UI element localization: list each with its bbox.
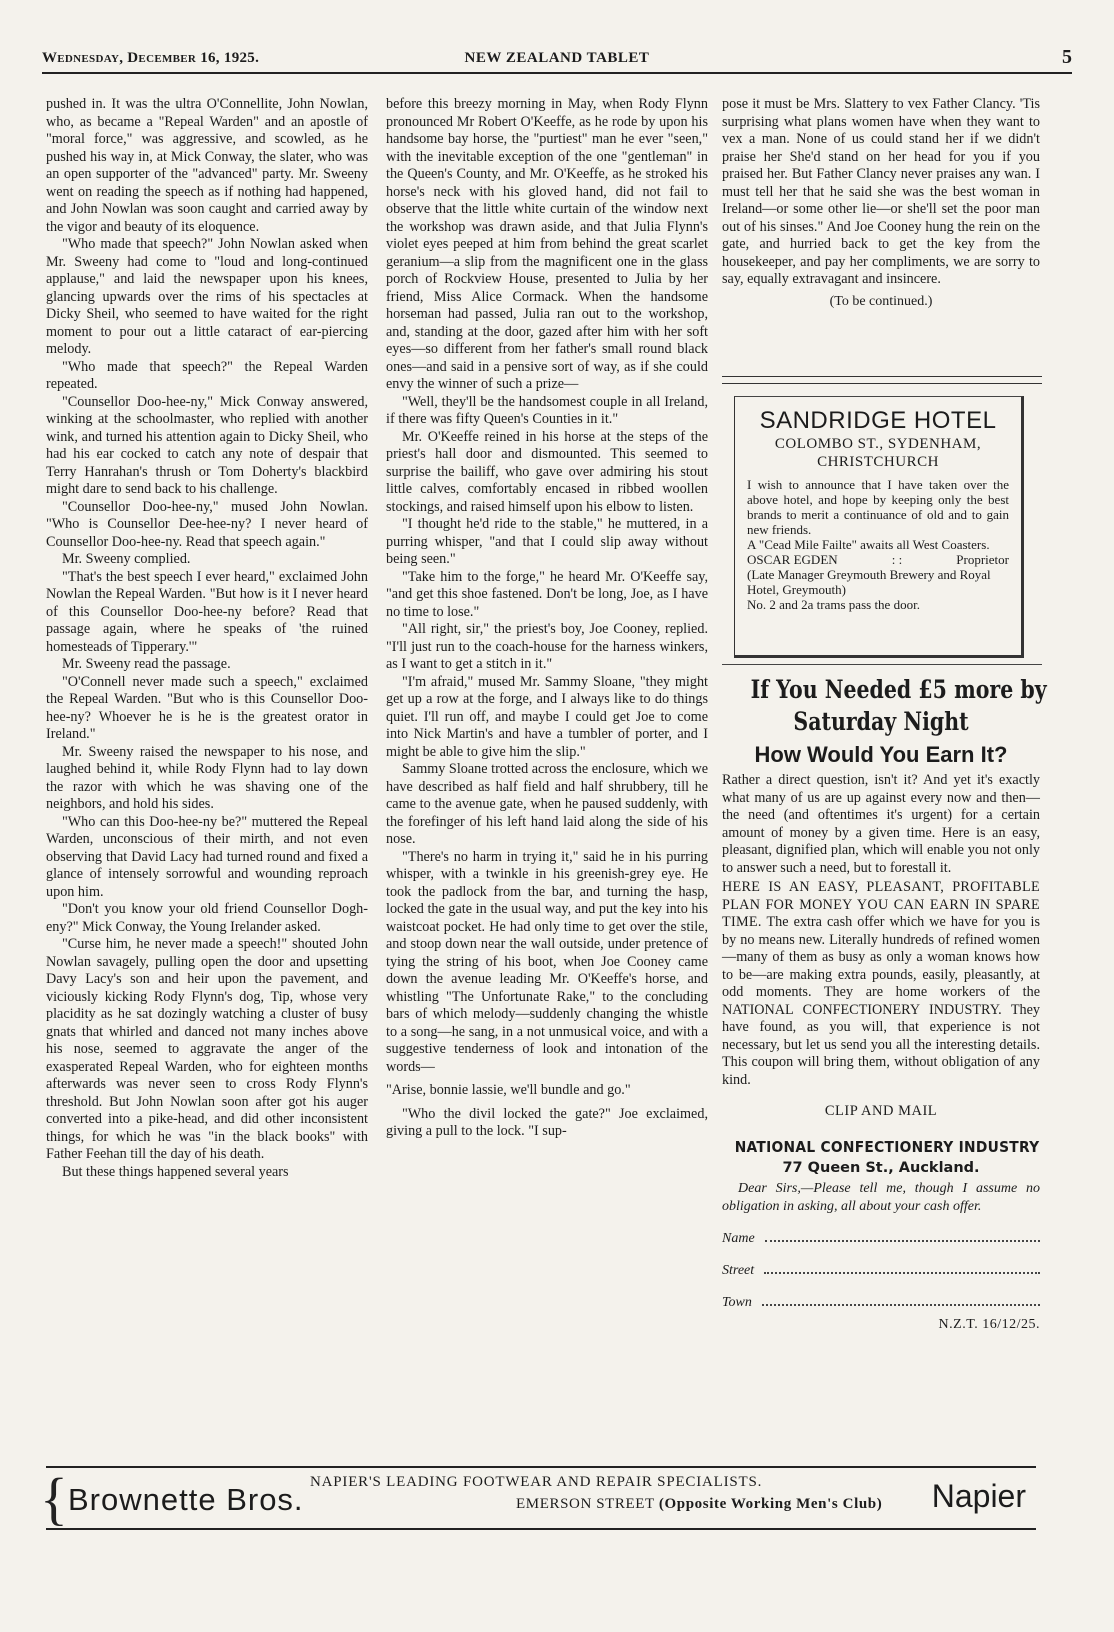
coupon-name-field bbox=[722, 1231, 1040, 1247]
header-rule bbox=[42, 72, 1072, 74]
coupon-name-label: Name bbox=[722, 1231, 755, 1246]
footer-tagline: NAPIER'S LEADING FOOTWEAR AND REPAIR SPECIALISTS. bbox=[310, 1474, 763, 1490]
proprietor-separator: : : bbox=[891, 552, 903, 567]
article-paragraph: before this breezy morning in May, when Rody Flynn pronounced Mr Robert O'Keeffe, as he rode by upon his handsome bay horse, the "purtiest" man he ever "seen," with the inevitable exception of the one "gentleman" in the Queen's County, and Mr. O'Keeffe, as he stroked his horse's neck with his gloved hand, did not fail to observe that the little white curtain of the window next the workshop was drawn aside, and that Julia Flynn's violet eyes peeped at him from behind the great scarlet geranium—a slip from the magnificent one in the glass porch of Rockview House, presented to Julia by her friend, Miss Alice Cormack. When the handsome horseman had passed, Julia ran out to the workshop, and, standing at the door, gazed after him with her soft eyes—so different from her father's small round black ones—and said in a pensive sort of way, as if she could envy the winner of such a prize— bbox=[386, 96, 708, 392]
hotel-name: SANDRIDGE HOTEL bbox=[759, 407, 997, 434]
hotel-announcement: I wish to announce that I have taken over the above hotel, and hope by keeping only the best brands to merit a continuance of old and to gain new friends. bbox=[747, 477, 1009, 537]
article-paragraph: "There's no harm in trying it," said he in his purring whisper, with a twinkle in his greenish-grey eye. He took the padlock from the bar, and turning the hasp, locked the gate in the usual way, and put the key into his waistcoat pocket. He had only time to get over the stile, and stoop down near the wall outside, under pretence of tying the string of his boot, when Joe Cooney came down the avenue leading Mr. O'Keeffe's horse, and whistling "The Unfortunate Rake," to the concluding bars of which melody—suddenly changing the whistle to a song—he sang, in a not unmusical voice, and with a suggestive tenderness of look and intonation of the words— bbox=[386, 848, 708, 1075]
article-paragraph: "That's the best speech I ever heard," exclaimed John Nowlan the Repeal Warden. "But how is it I never heard of this Counsellor Doo-hee-ny before? Read that passage again, where he speaks of 'the ruined homesteads of Tipperary.'" bbox=[46, 568, 368, 655]
article-column-3-body bbox=[722, 96, 1040, 289]
company-name: NATIONAL CONFECTIONERY INDUSTRY bbox=[734, 1138, 1040, 1156]
ad-body-2-rest: The extra cash offer which we have for you is by no means new. Literally hundreds of refined women—many of them as busy as only a woman knows how to be—are making extra pounds, easily, pleasantly, at odd moments. They are home workers of the NATIONAL CONFECTIONERY INDUSTRY. They have found, as you will, that experience is not necessary, but let us send you all the interesting details. This coupon will bring them, without obligation of any kind. bbox=[722, 914, 1040, 1088]
article-column-2 bbox=[386, 96, 708, 1141]
coupon-street-line bbox=[764, 1271, 1040, 1274]
issue-date: Wednesday, December 16, 1925. bbox=[42, 50, 260, 66]
article-paragraph: pushed in. It was the ultra O'Connellite, John Nowlan, who, as became a "Repeal Warden" and an apostle of "moral force," was aggressive, and scowled, as he pushed his way in, at Mick Conway, the slater, who was an open supporter of the "advanced" party. Mr. Sweeny went on reading the speech as if nothing had happened, and John Nowlan was soon caught and carried away by the vigor and beauty of its eloquence. bbox=[46, 96, 368, 235]
coupon-town-field bbox=[722, 1295, 1040, 1311]
article-paragraph: "Who made that speech?" the Repeal Warden repeated. bbox=[46, 358, 368, 392]
page-number: 5 bbox=[1062, 46, 1072, 68]
hotel-proprietor bbox=[747, 552, 1009, 567]
ad-body-1: Rather a direct question, isn't it? And yet it's exactly what many of us are up against every now and then—the need (and oftentimes it's urgent) for a certain amount of money by a given time. Here is an easy, pleasant, dignified plan, which will enable you not only to answer such a need, but to forestall it. bbox=[722, 772, 1040, 876]
article-paragraph: Mr. Sweeny raised the newspaper to his nose, and laughed behind it, while Rody Flynn had to lay down the razor with which he was shaving one of the neighbors, and hold his sides. bbox=[46, 743, 368, 812]
company-address: 77 Queen St., Auckland. bbox=[782, 1160, 980, 1176]
confectionery-advertisement bbox=[722, 674, 1047, 1333]
paper-title: NEW ZEALAND TABLET bbox=[464, 50, 650, 66]
section-divider bbox=[722, 376, 1042, 384]
ad-divider bbox=[722, 664, 1042, 665]
coupon-street-field bbox=[722, 1263, 1040, 1279]
article-column-3 bbox=[722, 96, 1040, 310]
coupon-town-line bbox=[762, 1303, 1040, 1306]
coupon-town-label: Town bbox=[722, 1295, 752, 1310]
article-paragraph: "Who made that speech?" John Nowlan asked when Mr. Sweeny had come to "loud and long-continued applause," and laid the newspaper upon his knees, glancing upwards over the rims of his spectacles at Dicky Sheil, who seemed to have waited for the right moment to pour out a little cataract of ear-piercing melody. bbox=[46, 236, 368, 357]
to-be-continued: (To be continued.) bbox=[829, 293, 933, 309]
article-paragraph: "I thought he'd ride to the stable," he muttered, in a purring whisper, "and that I could slip away without being seen." bbox=[386, 516, 708, 567]
article-paragraph: "Who the divil locked the gate?" Joe exclaimed, giving a pull to the lock. "I sup- bbox=[386, 1105, 708, 1139]
footer-advertisement bbox=[46, 1466, 1036, 1530]
ad-headline-2: Saturday Night bbox=[793, 707, 969, 736]
hotel-trams: No. 2 and 2a trams pass the door. bbox=[747, 597, 920, 612]
article-paragraph: Mr. Sweeny read the passage. bbox=[62, 656, 231, 672]
footer-street: EMERSON STREET bbox=[516, 1496, 655, 1512]
article-paragraph: Sammy Sloane trotted across the enclosure, which we have described as half field and half shrubbery, till he came to the avenue gate, when he paused suddenly, with the forefinger of his left hand laid along the side of his nose. bbox=[386, 761, 708, 847]
article-column-1 bbox=[46, 96, 368, 1181]
article-paragraph: Mr. O'Keeffe reined in his horse at the steps of the priest's hall door and dismounted. This seemed to surprise the bailiff, who gave over admiring his stout little calves, comfortably encased in ribbed woollen stockings, and raised himself upon his elbow to listen. bbox=[386, 428, 708, 515]
ad-subheadline: How Would You Earn It? bbox=[754, 742, 1008, 767]
coupon-text: Dear Sirs,—Please tell me, though I assume no obligation in asking, all about your cash offer. bbox=[722, 1181, 1040, 1214]
coupon-reference: N.Z.T. 16/12/25. bbox=[938, 1317, 1040, 1332]
article-paragraph: "Curse him, he never made a speech!" shouted John Nowlan savagely, pulling open the door and upsetting Davy Lacy's son and heir upon the pavement, and viciously kicking Rody Flynn's dog, Tip, whose very placidity as he sat dozingly watching a cluster of busy gnats that whirled and danced not many inches above his nose, seemed to aggravate the anger of the exasperated Repeal Warden, who for eighteen months afterwards was never seen to cross Rody Flynn's threshold. But John Nowlan soon after got his auger converted into a pike-head, and did other inconsistent things, for which he was "in the black books" with Father Feehan till the day of his death. bbox=[46, 936, 368, 1162]
article-paragraph: "Arise, bonnie lassie, we'll bundle and go." bbox=[386, 1082, 631, 1098]
clip-and-mail: CLIP AND MAIL bbox=[824, 1103, 938, 1119]
ad-body-2-caps: HERE IS AN EASY, PLEASANT, PROFITABLE PLAN FOR MONEY YOU CAN EARN IN SPARE TIME. bbox=[722, 879, 1040, 930]
ad-body-2 bbox=[722, 879, 1040, 1089]
article-paragraph: "I'm afraid," mused Mr. Sammy Sloane, "they might get up a row at the forge, and I always like to do things quiet. I'll run off, and maybe I could get Joe to come into Nick Martin's and have a tumbler of porter, and I might be able to give him the slip." bbox=[386, 673, 708, 760]
hotel-advertisement bbox=[734, 396, 1024, 658]
proprietor-former-post: (Late Manager Greymouth Brewery and Royal Hotel, Greymouth) bbox=[747, 567, 991, 597]
hotel-address-line-2: CHRISTCHURCH bbox=[817, 454, 939, 470]
article-paragraph: But these things happened several years bbox=[62, 1163, 289, 1180]
footer-address bbox=[516, 1496, 882, 1513]
footer-brace: { bbox=[40, 1466, 68, 1531]
page-header bbox=[42, 46, 1072, 72]
article-paragraph: "Counsellor Doo-hee-ny," Mick Conway answered, winking at the schoolmaster, who replied with another wink, and turned his attention again to Dicky Sheil, who had his ear cocked to catch any note of despair that Terry Hanrahan's thrush or Tom Doherty's blackbird might dare to send back to his challenge. bbox=[46, 393, 368, 497]
footer-town: Napier bbox=[931, 1478, 1026, 1514]
article-paragraph: "Take him to the forge," he heard Mr. O'Keeffe say, "and get this shoe fastened. Don't be long, Joe, as I have no time to lose." bbox=[386, 568, 708, 620]
article-paragraph: "O'Connell never made such a speech," exclaimed the Repeal Warden. "But who is this Counsellor Doo-hee-ny? Whoever he is he is the greatest orator in Ireland." bbox=[46, 673, 368, 742]
proprietor-name: OSCAR EGDEN bbox=[747, 552, 838, 567]
article-paragraph: "Who can this Doo-hee-ny be?" muttered the Repeal Warden, unconscious of their mirth, and not even observing that David Lacy had turned round and fixed a glance of intensely sorrowful and wounding reproach upon him. bbox=[46, 813, 368, 900]
footer-street-note: (Opposite Working Men's Club) bbox=[658, 1496, 883, 1512]
article-paragraph: "Well, they'll be the handsomest couple in all Ireland, if there was fifty Queen's Counties in it." bbox=[386, 393, 708, 427]
footer-brand: Brownette Bros. bbox=[68, 1482, 304, 1517]
article-paragraph: "Don't you know your old friend Counsellor Dogh-eny?" Mick Conway, the Young Irelander asked. bbox=[46, 901, 368, 935]
coupon-name-line bbox=[765, 1239, 1040, 1242]
article-paragraph: "All right, sir," the priest's boy, Joe Cooney, replied. "I'll just run to the coach-house for the harness winkers, as I want to get a stitch in it." bbox=[386, 621, 708, 672]
article-paragraph: pose it must be Mrs. Slattery to vex Father Clancy. 'Tis surprising what plans women have when they want to vex a man. None of us could stand her if we didn't praise her She'd stand on her head for you if you praised her. But Father Clancy never praises any wan. I must tell her that he said she was the best woman in Ireland—or some other lie—or she'll set the poor man out of his sinses." And Joe Cooney hung the rein on the gate, and hurried back to get the key from the housekeeper, and pay her compliments, we are sorry to say, equally extravagant and insincere. bbox=[722, 96, 1040, 287]
hotel-address-line-1: COLOMBO ST., SYDENHAM, bbox=[774, 436, 982, 452]
article-paragraph: Mr. Sweeny complied. bbox=[62, 551, 191, 567]
article-paragraph: "Counsellor Doo-hee-ny," mused John Nowlan. "Who is Counsellor Dee-hee-ny? I never heard of Counsellor Doo-hee-ny. Read that speech again." bbox=[46, 498, 368, 550]
hotel-welcome: A "Cead Mile Failte" awaits all West Coasters. bbox=[747, 537, 990, 552]
ad-headline-1: If You Needed £5 more by bbox=[750, 675, 1047, 704]
proprietor-title: Proprietor bbox=[956, 552, 1009, 567]
coupon-street-label: Street bbox=[722, 1263, 755, 1278]
